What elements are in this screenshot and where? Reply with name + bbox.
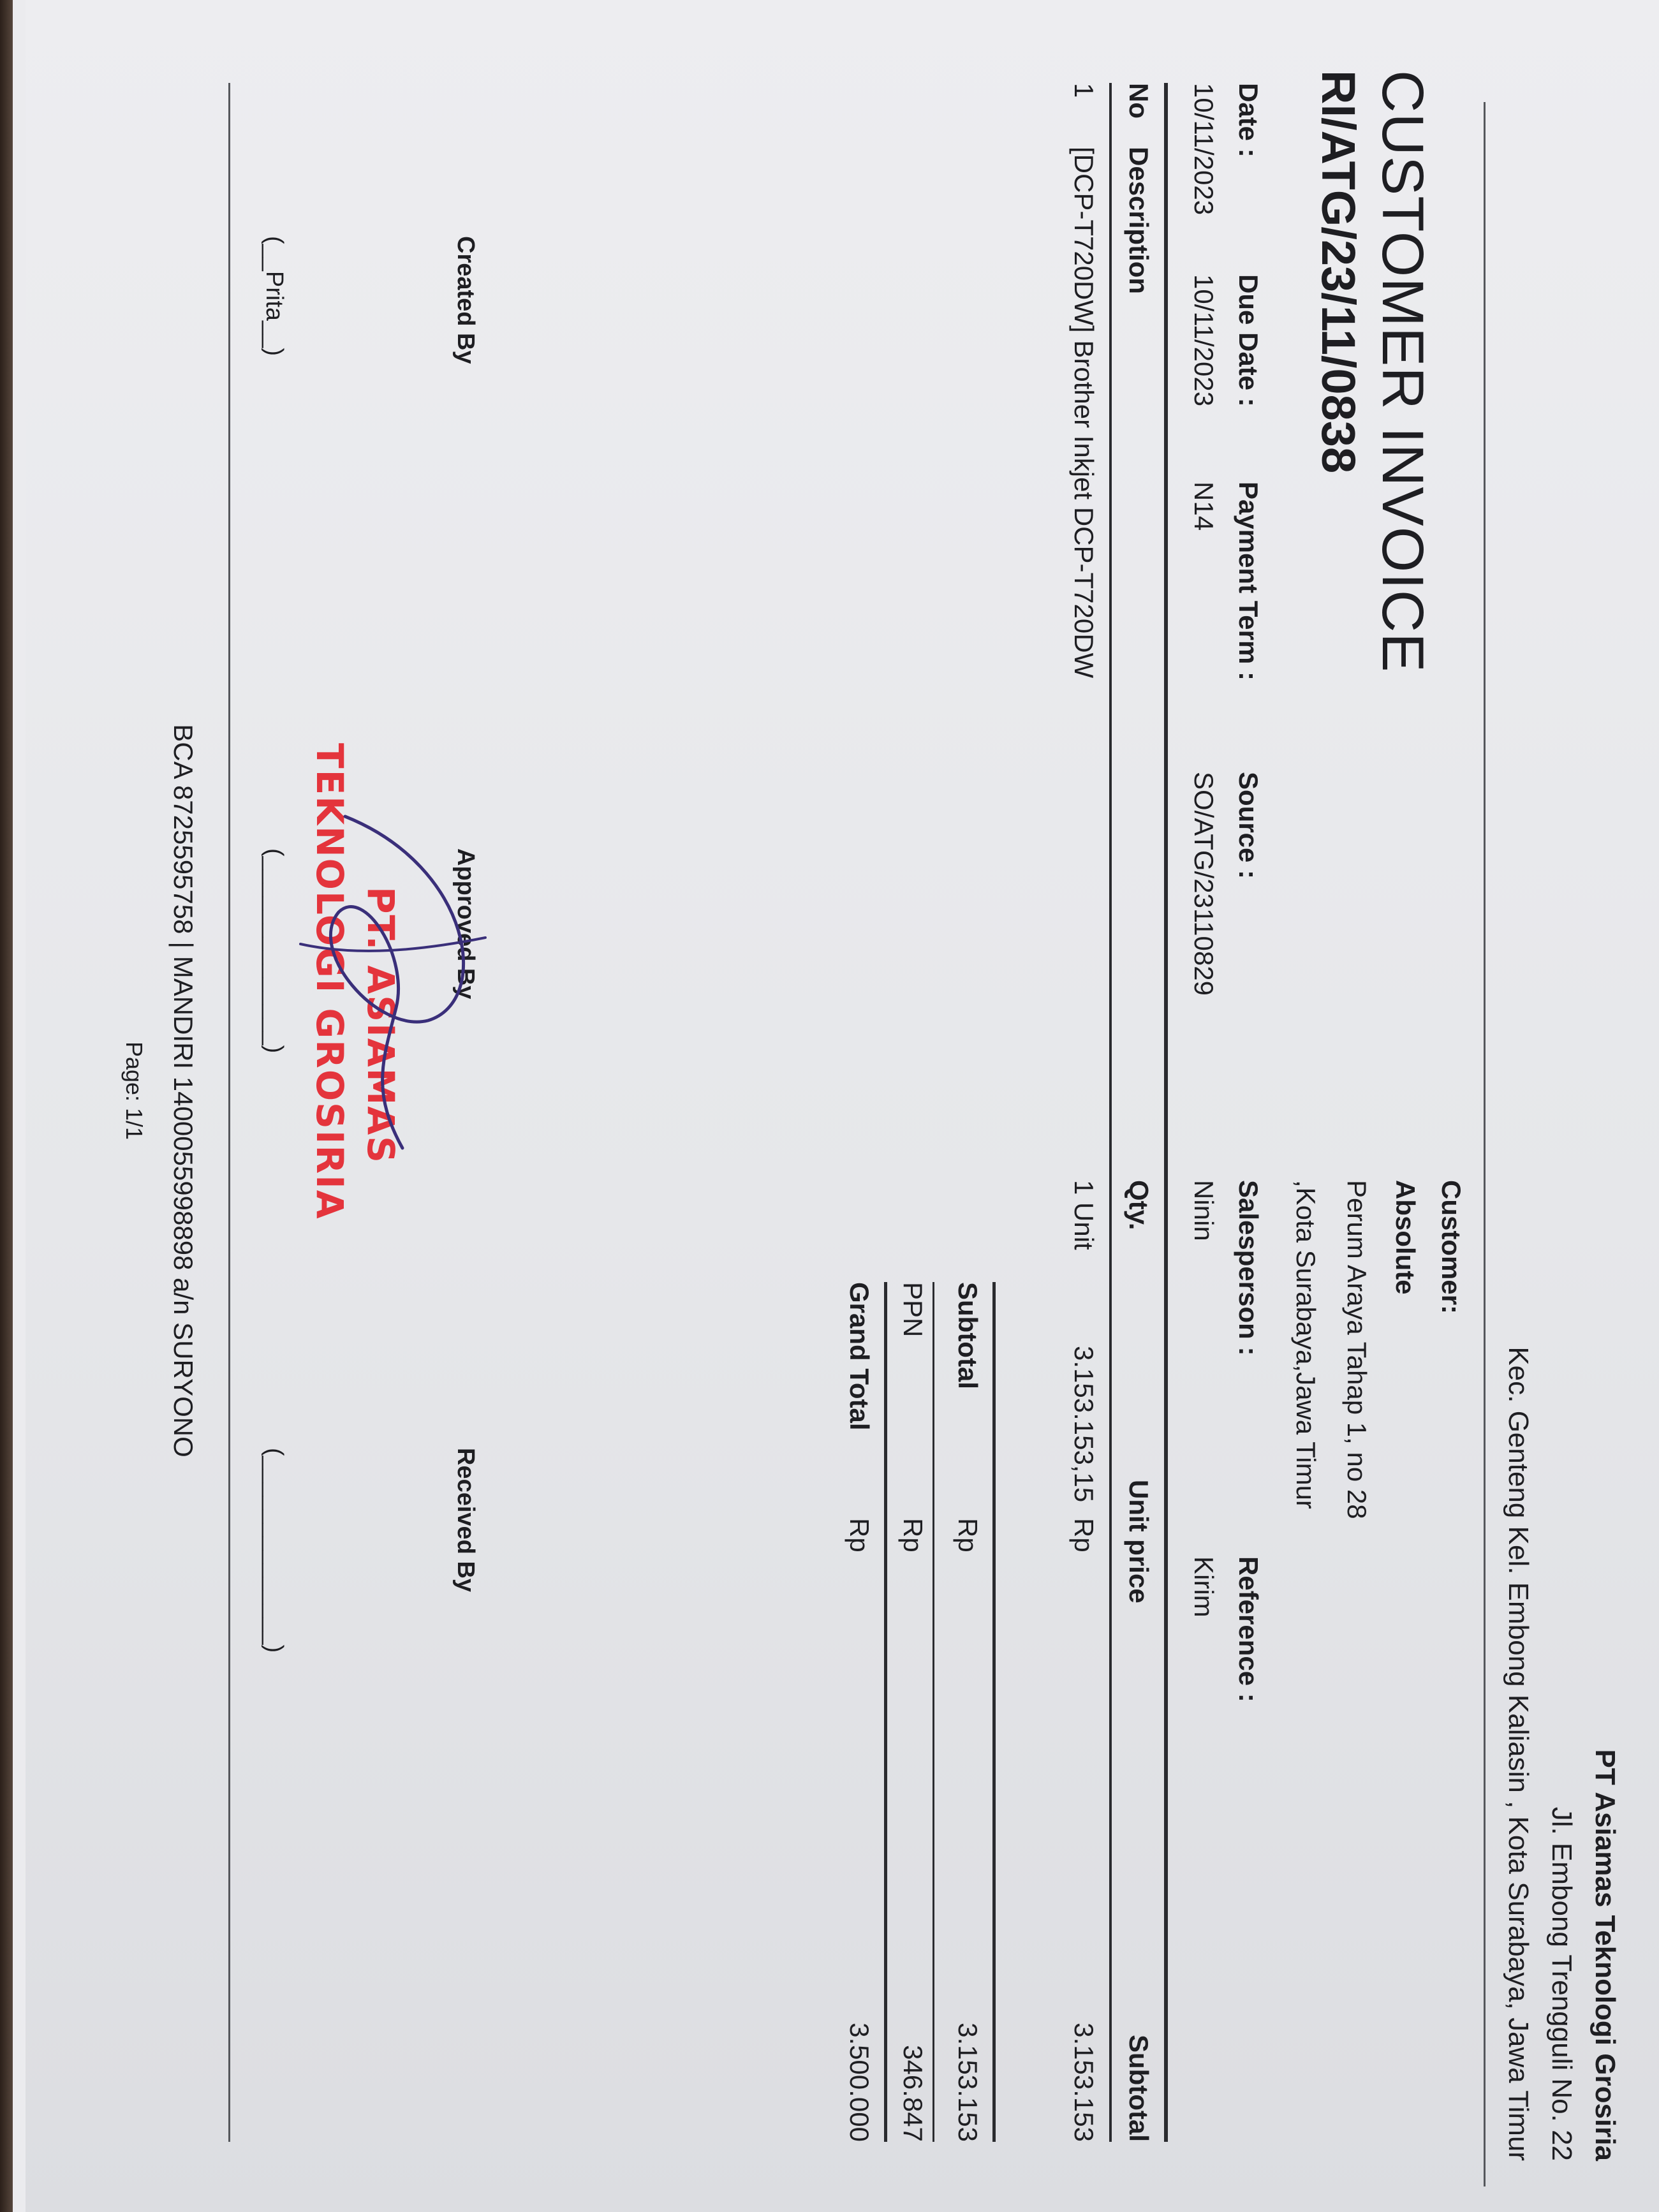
grand-total-label: Grand Total — [844, 1282, 874, 1431]
grand-total-rule — [884, 1282, 887, 2142]
subtotal-currency: Rp — [953, 1518, 983, 1552]
received-by-name: (______________) — [261, 1448, 288, 1653]
due-date-label: Due Date : — [1234, 274, 1264, 407]
subtotal-amount: 3.153.153 — [953, 2023, 983, 2142]
customer-label: Customer: — [1436, 1180, 1466, 1315]
row-1-subtotal: 3.153.153 — [1069, 2023, 1099, 2142]
grand-total-currency: Rp — [844, 1518, 874, 1552]
source-label: Source : — [1234, 772, 1264, 880]
totals-top-rule — [992, 1282, 996, 2142]
bank-account-info: BCA 8725595758 | MANDIRI 1400055998898 a/n SURYONO — [168, 724, 198, 1457]
company-address-line2: Kec. Genteng Kel. Embong Kaliasin , Kota Surabaya, Jawa Timur — [1503, 1346, 1534, 2161]
ppn-currency: Rp — [898, 1518, 928, 1552]
invoice-title: CUSTOMER INVOICE — [1370, 70, 1435, 673]
table-header-top-rule — [1164, 83, 1168, 2142]
salesperson-value: Ninin — [1189, 1180, 1219, 1241]
reference-value: Kirim — [1189, 1556, 1219, 1618]
company-stamp-line2: TEKNOLOGI GROSIRIA — [308, 743, 351, 1220]
grand-total-amount: 3.500.000 — [844, 2023, 874, 2142]
created-by-label: Created By — [452, 236, 479, 364]
salesperson-label: Salesperson : — [1234, 1180, 1264, 1356]
row-1-qty: 1 Unit — [1069, 1180, 1099, 1250]
row-1-no: 1 — [1069, 83, 1099, 98]
table-header-bottom-rule — [1109, 83, 1112, 2142]
row-1-description: [DCP-T720DW] Brother Inkjet DCP-T720DW — [1069, 147, 1099, 679]
approved-by-name: (______________) — [261, 848, 288, 1054]
date-value: 10/11/2023 — [1189, 83, 1219, 216]
column-header-unit-price: Unit price — [1124, 1480, 1154, 1604]
ppn-amount: 346.847 — [898, 2045, 928, 2142]
column-header-subtotal: Subtotal — [1124, 2035, 1154, 2142]
company-address-line1: Jl. Embong Trengguli No. 22 — [1546, 1806, 1577, 2161]
row-1-unit-price: 3.153.153,15 — [1069, 1346, 1099, 1503]
payment-term-value: N14 — [1189, 482, 1219, 531]
ppn-rule — [933, 1282, 934, 2142]
subtotal-label: Subtotal — [953, 1282, 983, 1389]
payment-term-label: Payment Term : — [1234, 482, 1264, 681]
page-number: Page: 1/1 — [121, 1041, 147, 1140]
column-header-qty: Qty. — [1124, 1180, 1154, 1230]
customer-address-line2: ,Kota Surabaya,Jawa Timur — [1291, 1180, 1321, 1509]
created-by-name: (__Prita__) — [261, 236, 288, 356]
handwritten-signature-icon — [288, 791, 498, 1186]
company-name: PT Asiamas Teknologi Grosiria — [1589, 1749, 1621, 2161]
customer-address-line1: Perum Araya Tahap 1, no 28 — [1342, 1180, 1372, 1519]
footer-divider — [228, 83, 230, 2142]
invoice-number: RI/ATG/23/11/0838 — [1312, 70, 1365, 474]
reference-label: Reference : — [1234, 1556, 1264, 1702]
company-stamp-line1: PT. ASIAMAS — [359, 887, 402, 1164]
column-header-no: No — [1124, 83, 1154, 119]
due-date-value: 10/11/2023 — [1189, 274, 1219, 407]
customer-name: Absolute — [1390, 1180, 1420, 1295]
received-by-label: Received By — [452, 1448, 479, 1593]
column-header-description: Description — [1124, 147, 1154, 295]
date-label: Date : — [1234, 83, 1264, 158]
header-divider — [1484, 102, 1486, 2186]
source-value: SO/ATG/23110829 — [1189, 772, 1219, 996]
approved-by-label: Approved By — [452, 848, 479, 999]
ppn-label: PPN — [898, 1282, 928, 1338]
row-1-currency: Rp — [1069, 1518, 1099, 1552]
